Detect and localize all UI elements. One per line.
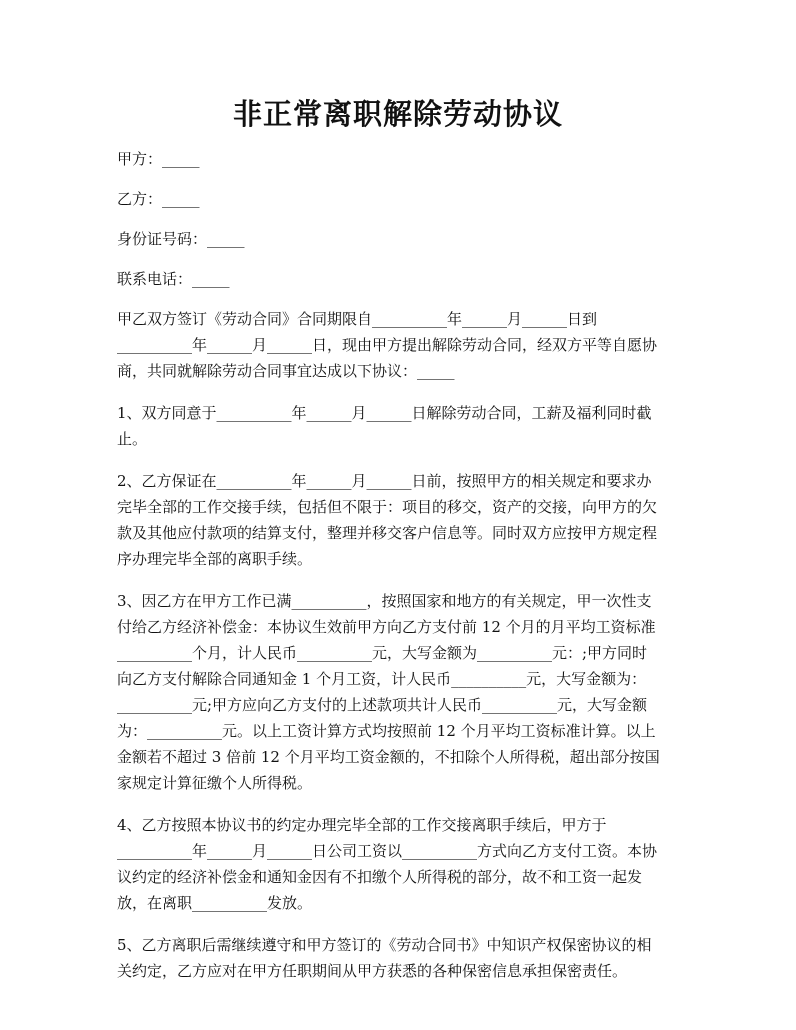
phone-line: 联系电话：_____ [117,270,230,288]
document-title: 非正常离职解除劳动协议 [232,97,563,131]
party-b-line: 乙方：_____ [117,190,200,208]
clause-1: 1、双方同意于__________年______月______日解除劳动合同，工薪及福利同时截 止。 [117,404,652,448]
intro-paragraph: 甲乙双方签订《劳动合同》合同期限自__________年______月______日到 __________年______月______日，现由甲方提出解除劳动合同，经双方平等自愿协 商，共同就解除劳动合同事宜达成以下协议：_____ [117,310,658,380]
clause-4: 4、乙方按照本协议书的约定办理完毕全部的工作交接离职手续后，甲方于 __________年______月______日公司工资以__________方式向乙方支付工资。本协 议约定的经济补偿金和通知金因有不扣缴个人所得税的部分，故不和工资一起发 放，在离职__________发放。 [117,816,658,912]
clause-2: 2、乙方保证在__________年______月______日前，按照甲方的相关规定和要求办 完毕全部的工作交接手续，包括但不限于：项目的移交，资产的交接，向甲方的欠 款及其他应付款项的结算支付，整理并移交客户信息等。同时双方应按甲方规定程 序办理完毕全部的离职手续。 [117,472,658,568]
id-number-line: 身份证号码：_____ [117,230,245,248]
party-a-line: 甲方：_____ [117,150,200,168]
clause-5: 5、乙方离职后需继续遵守和甲方签订的《劳动合同书》中知识产权保密协议的相 关约定，乙方应对在甲方任职期间从甲方获悉的各种保密信息承担保密责任。 [117,936,652,980]
document-body [117,146,689,1000]
clause-3: 3、因乙方在甲方工作已满__________，按照国家和地方的有关规定，甲一次性支 付给乙方经济补偿金：本协议生效前甲方向乙方支付前 12 个月的月平均工资标准 __________个月，计人民币__________元，大写金额为__________元：;甲方同时 向乙方支付解除合同通知金 1 个月工资，计人民币__________元，大写金额为： __________元;甲方应向乙方支付的上述款项共计人民币__________元，大写金额 为：__________元。以上工资计算方式均按照前 12 个月平均工资标准计算。以上 金额若不超过 3 倍前 12 个月平均工资金额的，不扣除个人所得税，超出部分按国 家规定计算征缴个人所得税。 [117,592,660,792]
